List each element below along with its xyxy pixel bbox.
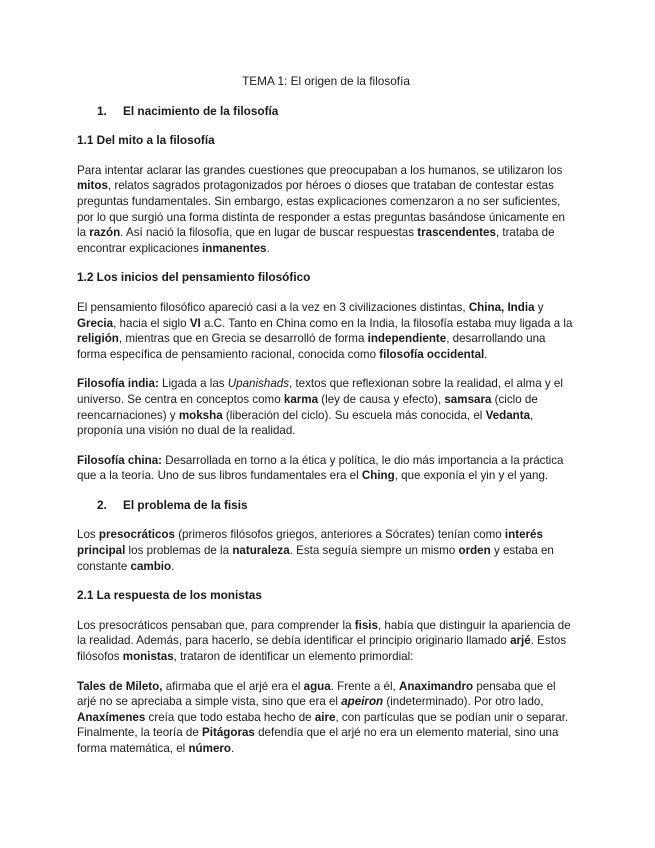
- section-2-heading: [77, 498, 575, 514]
- section-1-1-heading: 1.1 Del mito a la filosofía: [77, 133, 215, 148]
- section-2-1-heading: 2.1 La respuesta de los monistas: [77, 588, 262, 603]
- section-2-title: El problema de la fisis: [123, 497, 248, 512]
- section-1-number: 1.: [97, 103, 107, 118]
- document-title: TEMA 1: El origen de la filosofía: [242, 74, 410, 88]
- section-1-title: El nacimiento de la filosofía: [123, 103, 279, 118]
- paragraph-filosofia-china: Filosofía china: Desarrollada en torno a la ética y política, le dio más importancia a la práctica que a la teoría. Uno de sus libros fundamentales era el Ching, que exponía el yin y el yang.: [77, 453, 564, 483]
- paragraph-inicios: El pensamiento filosófico apareció casi a la vez en 3 civilizaciones distintas, China, India y Grecia, hacia el siglo VI a.C. Tanto en China como en la India, la filosofía estaba muy ligada a la religión, mientras que en Grecia se desarrolló de forma independiente, desarrollando una forma específica de pensamiento racional, conocida como filosofía occidental.: [77, 300, 573, 361]
- paragraph-presocraticos: Los presocráticos (primeros filósofos griegos, anteriores a Sócrates) tenían como interés principal los problemas de la naturaleza. Esta seguía siempre un mismo orden y estaba en constante cambio.: [77, 528, 554, 573]
- paragraph-monistas: Los presocráticos pensaban que, para comprender la fisis, había que distinguir la apariencia de la realidad. Además, para hacerlo, se debía identificar el principio originario llamado arjé. Estos filósofos monistas, trataron de identificar un elemento primordial:: [77, 618, 571, 664]
- paragraph-tales: Tales de Mileto, afirmaba que el arjé era el agua. Frente a él, Anaximandro pensaba que el arjé no se apreciaba a simple vista, sino que era el apeiron (indeterminado). Por otro lado, Anaxímenes creía que todo estaba hecho de aire, con partículas que se podían unir o separar. Finalmente, la teoría de Pitágoras defendía que el arjé no era un elemento material, sino una forma matemática, el número.: [77, 679, 569, 755]
- section-1-heading: [77, 104, 575, 120]
- section-2-number: 2.: [97, 497, 107, 512]
- paragraph-mito: Para intentar aclarar las grandes cuestiones que preocupaban a los humanos, se utilizaron los mitos, relatos sagrados protagonizados por héroes o dioses que trataban de contestar estas preguntas fundamentales. Sin embargo, estas explicaciones comenzaron a no ser suficientes, por lo que surgió una forma distinta de responder a estas preguntas basándose únicamente en la razón. Así nació la filosofía, que en lugar de buscar respuestas trascendentes, trataba de encontrar explicaciones inmanentes.: [77, 163, 565, 255]
- paragraph-filosofia-india: Filosofía india: Ligada a las Upanishads, textos que reflexionan sobre la realidad, el alma y el universo. Se centra en conceptos como karma (ley de causa y efecto), samsara (ciclo de reencarnaciones) y moksha (liberación del ciclo). Su escuela más conocida, el Vedanta, proponía una visión no dual de la realidad.: [77, 377, 563, 438]
- section-1-2-heading: 1.2 Los inicios del pensamiento filosófico: [77, 270, 311, 285]
